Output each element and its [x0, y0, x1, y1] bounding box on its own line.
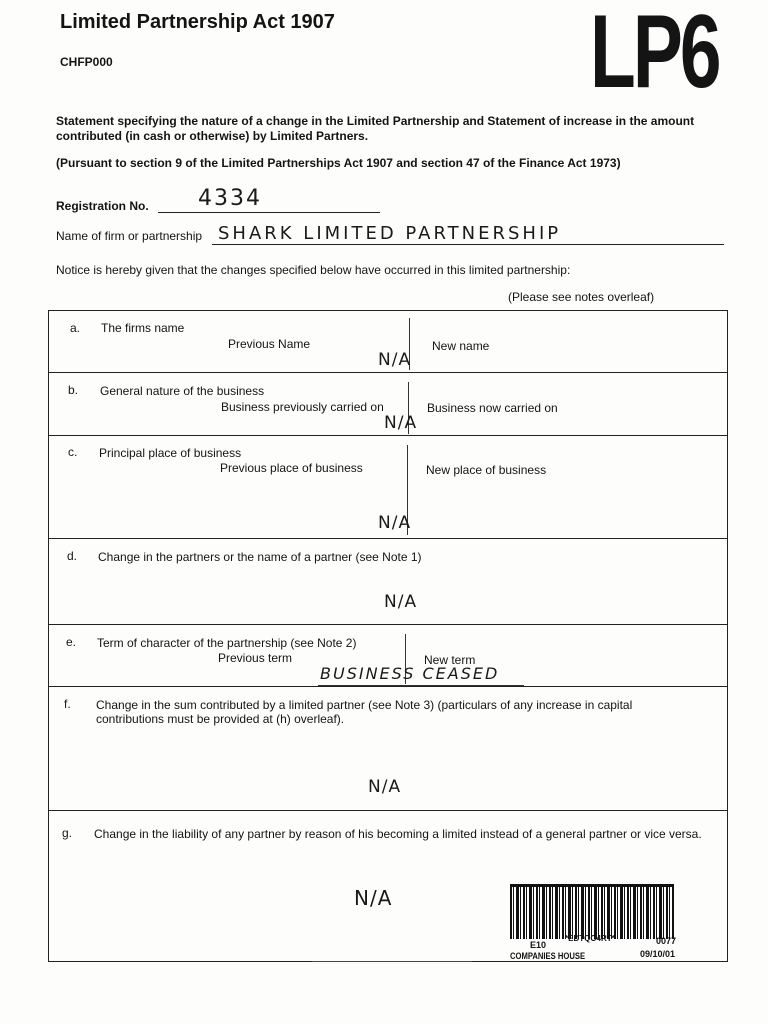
- section-a-letter: a.: [70, 321, 81, 335]
- divider-fg: [48, 810, 728, 811]
- section-c-answer[interactable]: N/A: [378, 513, 412, 533]
- section-b-answer[interactable]: N/A: [384, 413, 418, 433]
- section-e-letter: e.: [66, 635, 77, 649]
- section-c-letter: c.: [68, 445, 78, 459]
- firm-line: [212, 244, 724, 245]
- statement-text: Statement specifying the nature of a change in the Limited Partnership and Statement of increase in the amount contributed (in cash or otherwise) by Limited Partners.: [56, 114, 695, 143]
- section-d-letter: d.: [67, 549, 78, 563]
- bottom-rule: [312, 961, 472, 962]
- divider-de: [48, 624, 728, 625]
- section-e-right: New term: [424, 653, 476, 667]
- stamp-code-left: E10: [530, 940, 547, 950]
- section-e-answer[interactable]: BUSINESS CEASED: [320, 664, 500, 683]
- section-a-answer[interactable]: N/A: [378, 350, 412, 370]
- section-b-left: Business previously carried on: [221, 400, 384, 414]
- section-g-title: Change in the liability of any partner by reason of his becoming a limited instead of a general partner or vice versa.: [94, 827, 702, 841]
- stamp-date: 09/10/01: [640, 949, 676, 959]
- section-d-title: Change in the partners or the name of a partner (see Note 1): [98, 550, 422, 564]
- section-g-answer[interactable]: N/A: [354, 886, 393, 910]
- section-e-left: Previous term: [218, 651, 293, 665]
- section-f-letter: f.: [64, 697, 71, 711]
- divider-ab: [48, 372, 728, 373]
- section-a-right: New name: [432, 339, 490, 353]
- section-d-answer[interactable]: N/A: [384, 592, 418, 612]
- registration-value[interactable]: 4334: [198, 186, 262, 211]
- form-code: CHFP000: [60, 55, 113, 69]
- stamp-code-right: 0077: [656, 936, 677, 946]
- registration-line: [158, 212, 380, 213]
- section-c-left: Previous place of business: [220, 461, 363, 475]
- stamp-office: COMPANIES HOUSE: [510, 951, 586, 961]
- section-a-left: Previous Name: [228, 337, 311, 351]
- form-title: Limited Partnership Act 1907: [60, 11, 335, 33]
- barcode-text: *EDTQO4RT*: [565, 934, 615, 943]
- section-b-right: Business now carried on: [427, 401, 558, 415]
- firm-value[interactable]: SHARK LIMITED PARTNERSHIP: [218, 223, 562, 244]
- section-a-title: The firms name: [101, 321, 185, 335]
- section-f-title: Change in the sum contributed by a limited partner (see Note 3) (particulars of any increase in capital contributions must be provided at (h) overleaf).: [96, 698, 633, 726]
- section-e-answer-line: [318, 685, 524, 686]
- barcode: [510, 884, 674, 939]
- divider-bc: [48, 435, 728, 436]
- section-b-letter: b.: [68, 383, 79, 397]
- divider-ef: [48, 686, 728, 687]
- section-f-answer[interactable]: N/A: [368, 777, 402, 797]
- please-note: (Please see notes overleaf): [508, 290, 655, 304]
- firm-label: Name of firm or partnership: [56, 229, 203, 243]
- notice-text: Notice is hereby given that the changes specified below have occurred in this limited partnership:: [56, 263, 571, 277]
- divider-cd: [48, 538, 728, 539]
- form-id: LP6: [590, 0, 719, 110]
- section-g-letter: g.: [62, 826, 73, 840]
- section-b-title: General nature of the business: [100, 384, 265, 398]
- section-c-title: Principal place of business: [99, 446, 242, 460]
- section-c-right: New place of business: [426, 463, 547, 477]
- section-e-title: Term of character of the partnership (see Note 2): [97, 636, 357, 650]
- registration-label: Registration No.: [56, 199, 149, 213]
- pursuant-text: (Pursuant to section 9 of the Limited Partnerships Act 1907 and section 47 of the Finance Act 1973): [56, 156, 621, 170]
